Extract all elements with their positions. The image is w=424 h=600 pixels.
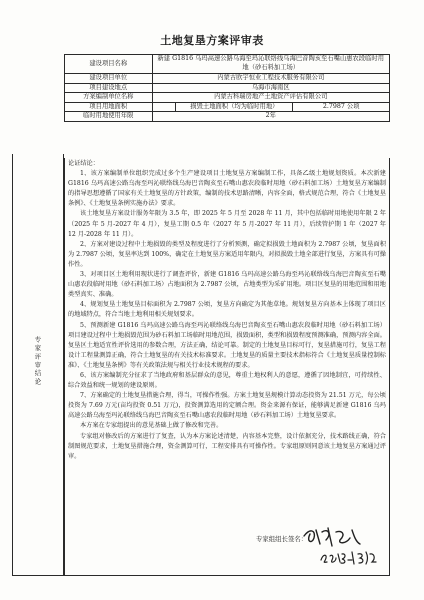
- project-info-table: [64, 54, 390, 122]
- opinion-paragraph: 4、规划复垦土地复垦目标面积为 2.7987 公顷，复垦方向确定为其他草地。规划复垦方向基本上体现了项目区的地域特点，符合当地土地利用相关规划要求。: [68, 301, 386, 319]
- opinion-paragraph: 1、该方案编制单位组织完成过多个生产建设项目土地复垦方案编制工作，具备乙级土地规划资质。本次新建 G1816 乌玛高速公路乌海至玛沁联络线乌海巴音陶亥至石嘴山惠农段临时用地（砂石料加工场）土地复垦方案编制的指导思想遵循了国家有关土地复垦的方针政策，编制的技术思路清晰，内容全面，格式规范合理，符合《土地复垦条例》、《土地复垦条例实施办法》要求。: [68, 170, 386, 208]
- table-row: [65, 112, 390, 122]
- opinion-paragraph: 6、该方案编制充分征求了当地政府和基层群众的意见，尊重土地权利人的意愿，遵循了因地制宜，可持续性、综合效益和统一规划的建设原则。: [68, 371, 386, 390]
- handwritten-signature: [298, 522, 368, 548]
- handwritten-date: [318, 548, 380, 566]
- table-row: [65, 83, 390, 93]
- side-label-text: 专家评审结论: [33, 336, 42, 387]
- area-label: 项目用地面积: [65, 102, 153, 112]
- opinion-text: [68, 159, 386, 462]
- project-name-label: 建设项目名称: [65, 55, 153, 74]
- location-label: 项目建设地点: [65, 83, 153, 93]
- signature-label: 专家组组长签名：: [256, 535, 308, 543]
- unit-label: 建设项目单位: [65, 74, 153, 84]
- area-mid-label: 损毁土地面积（均为临时用地）: [176, 102, 293, 112]
- opinion-heading: 论证结论：: [68, 160, 99, 167]
- opinion-paragraph: 3、对项目区土地利用现状进行了调查评价，新建 G1816 乌玛高速公路乌海至玛沁联络线乌海巴音陶亥至石嘴山惠农段临时用地（砂石料加工场）占地面积为 2.7987 公顷，占地类型为采矿用地。项目区复垦的用地范围和用地类型真实、准确。: [68, 271, 386, 299]
- opinion-paragraph: 5、预测新建 G1816 乌玛高速公路乌海至玛沁联络线乌海巴音陶亥至石嘴山惠农段临时用地（砂石料加工场）项目建设过程中土地损毁范围为砂石料加工场临时用地范围，损毁面积，类型和损毁程度预测准确，预测内容全面。复垦区土地适宜性评价选用的参数合理，方法正确，结论可靠。制定的土地复垦目标可行，复垦措施可行，复垦工程设计工程量测算正确，符合土地复垦的有关技术标准要求。土地复垦的质量主要技术指标符合《土地复垦质量控制标准》、《土地复垦条例》等有关政策法规与相关行业技术规程的要求。: [68, 321, 386, 369]
- project-name-value: 新建 G1816 乌玛高速公路乌海至玛沁联络线乌海巴音陶亥至石嘴山惠农段临时用地（砂石料加工场）: [152, 55, 390, 74]
- table-row: [65, 55, 390, 74]
- opinion-paragraph: 专家组对修改后的方案进行了复查，认为本方案论述清楚，内容基本完整，设计依据充分，技术路线正确，符合制图规范要求，土地复垦措施合理，资金测算可行，工程安排具有可操作性。专家组原则同意该土地复垦方案通过评审。: [68, 432, 386, 460]
- location-value: 乌海市海南区: [152, 83, 390, 93]
- area-value: 2.7987 公顷: [293, 102, 390, 112]
- opinion-paragraph: 2、方案对建设过程中土地损毁的类型及程度进行了分析预测，确定拟损毁土地面积为 2.7987 公顷，复垦面积为 2.7987 公顷，复垦率达到 100%，确定在土地复垦方案适用年限内，对拟损毁土地全部进行复垦，方案具有可操作性。: [68, 240, 386, 268]
- compiler-value: 内蒙古科瑞房地产土地资产评估有限公司: [152, 93, 390, 103]
- table-row: [65, 102, 390, 112]
- table-row: [65, 93, 390, 103]
- unit-value: 内蒙古欧宇恒业工程技术服务有限公司: [152, 74, 390, 84]
- page-title: 土地复垦方案评审表: [160, 34, 264, 47]
- term-label: 临时用地使用年限: [65, 112, 153, 122]
- side-label-box: [12, 154, 64, 576]
- opinion-paragraph: 本方案在专家组提出的意见基础上做了修改和完善。: [80, 422, 223, 430]
- compiler-label: 方案编制单位名称: [65, 93, 153, 103]
- table-row: [65, 74, 390, 84]
- area-spacer: [152, 102, 176, 112]
- opinion-paragraph: 该土地复垦方案设计服务年限为 3.5 年，即 2025 年 5 月至 2028 年 11 月，其中包括临时用地使用年限 2 年（2025 年 5 月-2027 年 4 月），复垦工期 0.5 年（2027 年 5 月-2027 年 11 月），后续管护期 1 年（2027 年 12 月-2028 年 11 月）。: [68, 210, 386, 238]
- opinion-paragraph: 7、方案确定的土地复垦措施合理，得当，可操作性强。方案土地复垦规模计算动态投资为 21.51 万元，每公顷投资为 7.69 万元(亩均投资 0.51 万元)，投资测算选用的定额合理。资金来源有保证，能够满足新建 G1816 乌玛高速公路乌海至玛沁联络线乌海巴音陶亥至石嘴山惠农段临时用地（砂石料加工场）土地复垦要求。: [68, 392, 386, 420]
- term-value: 2年: [152, 112, 390, 122]
